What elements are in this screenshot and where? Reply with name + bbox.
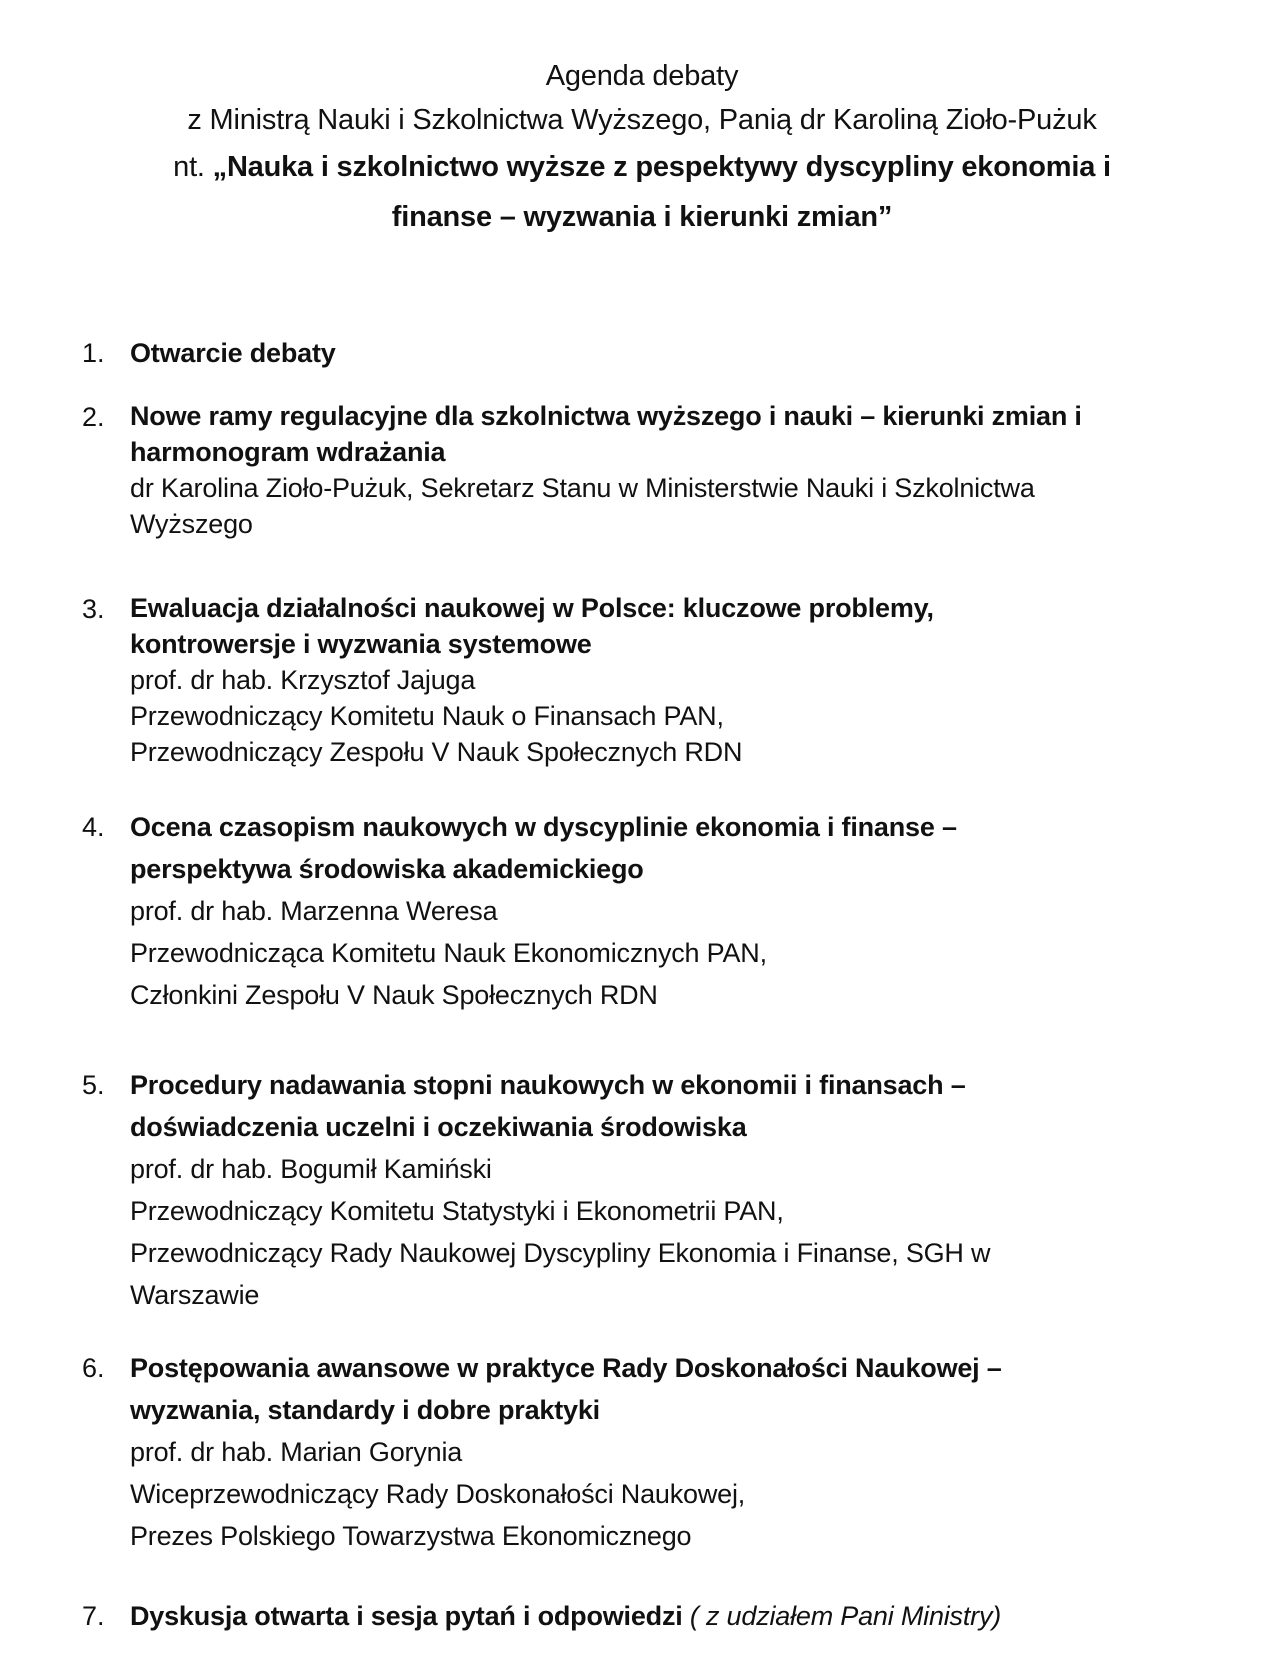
item-number: 6. — [82, 1353, 105, 1383]
item-number: 3. — [82, 594, 105, 624]
agenda-item — [82, 590, 1222, 770]
item-number: 2. — [82, 402, 105, 432]
item-title: kontrowersje i wyzwania systemowe — [130, 629, 592, 659]
agenda-item — [82, 1064, 1222, 1316]
item-title: doświadczenia uczelni i oczekiwania środowiska — [130, 1112, 747, 1142]
speaker-detail: Wyższego — [130, 509, 253, 539]
item-title: Nowe ramy regulacyjne dla szkolnictwa wyższego i nauki – kierunki zmian i — [130, 401, 1082, 431]
speaker-detail: Wiceprzewodniczący Rady Doskonałości Naukowej, — [130, 1479, 746, 1509]
document-title: Agenda debaty — [545, 60, 739, 92]
agenda-item — [82, 806, 1222, 1016]
item-title: Procedury nadawania stopni naukowych w ekonomii i finansach – — [130, 1070, 966, 1100]
item-title: Ocena czasopism naukowych w dyscyplinie ekonomia i finanse – — [130, 812, 957, 842]
item-title: Otwarcie debaty — [130, 338, 336, 368]
speaker-name: prof. dr hab. Bogumił Kamiński — [130, 1154, 492, 1184]
item-note: ( z udziałem Pani Ministry) — [682, 1601, 1002, 1631]
agenda-item — [82, 1595, 1222, 1637]
item-title: wyzwania, standardy i dobre praktyki — [130, 1395, 600, 1425]
speaker-detail: Przewodniczący Komitetu Nauk o Finansach PAN, — [130, 701, 724, 731]
speaker-name: prof. dr hab. Marzenna Weresa — [130, 896, 498, 926]
speaker-name: prof. dr hab. Marian Gorynia — [130, 1437, 463, 1467]
agenda-item — [82, 334, 1222, 372]
topic-line-1: „Nauka i szkolnictwo wyższe z pespektywy dyscypliny ekonomia i — [212, 151, 1111, 183]
item-number: 1. — [82, 338, 105, 368]
speaker-name: prof. dr hab. Krzysztof Jajuga — [130, 665, 476, 695]
speaker-detail: Przewodnicząca Komitetu Nauk Ekonomicznych PAN, — [130, 938, 767, 968]
agenda-item — [82, 398, 1222, 542]
item-title: Postępowania awansowe w praktyce Rady Doskonałości Naukowej – — [130, 1353, 1002, 1383]
item-title: Ewaluacja działalności naukowej w Polsce: kluczowe problemy, — [130, 593, 934, 623]
speaker-detail: Członkini Zespołu V Nauk Społecznych RDN — [130, 980, 658, 1010]
item-number: 5. — [82, 1070, 105, 1100]
agenda-item — [82, 1347, 1222, 1557]
agenda-header — [0, 54, 1284, 242]
document-subtitle: z Ministrą Nauki i Szkolnictwa Wyższego, Panią dr Karoliną Zioło-Pużuk — [187, 104, 1097, 136]
debate-topic-continued — [0, 192, 1284, 242]
speaker-detail: Przewodniczący Zespołu V Nauk Społecznych RDN — [130, 737, 743, 767]
item-title: Dyskusja otwarta i sesja pytań i odpowiedzi — [130, 1601, 683, 1631]
item-number: 4. — [82, 812, 105, 842]
speaker-detail: Warszawie — [130, 1280, 260, 1310]
item-title: harmonogram wdrażania — [130, 437, 446, 467]
topic-prefix: nt. — [173, 151, 213, 183]
item-title-row — [130, 1595, 1222, 1637]
speaker-detail: dr Karolina Zioło-Pużuk, Sekretarz Stanu w Ministerstwie Nauki i Szkolnictwa — [130, 473, 1035, 503]
debate-topic — [0, 142, 1284, 192]
speaker-detail: Przewodniczący Komitetu Statystyki i Ekonometrii PAN, — [130, 1196, 784, 1226]
item-number: 7. — [82, 1601, 105, 1631]
speaker-detail: Przewodniczący Rady Naukowej Dyscypliny Ekonomia i Finanse, SGH w — [130, 1238, 991, 1268]
speaker-detail: Prezes Polskiego Towarzystwa Ekonomicznego — [130, 1521, 692, 1551]
topic-line-2: finanse – wyzwania i kierunki zmian” — [391, 201, 893, 233]
item-title: perspektywa środowiska akademickiego — [130, 854, 644, 884]
